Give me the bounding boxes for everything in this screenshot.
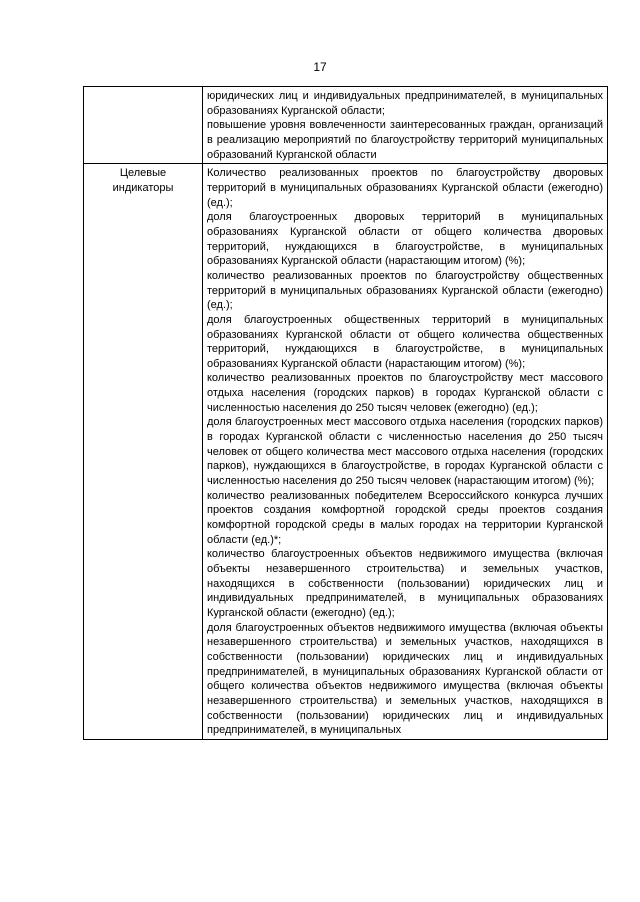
row-label-target-indicators: Целевые индикаторы xyxy=(84,164,203,740)
content-paragraph: повышение уровня вовлеченности заинтересованных граждан, организаций в реализацию мероприятий по благоустройству территорий муниципальных образований Курганской области xyxy=(207,119,603,161)
indicator-paragraph: доля благоустроенных общественных территорий в муниципальных образованиях Курганской области от общего количества общественных территорий, нуждающихся в благоустройстве, в муниципальных образованиях Курганской области (нарастающим итогом) (%); xyxy=(207,313,603,370)
row-content-continuation xyxy=(203,87,608,164)
page-number: 17 xyxy=(313,60,327,74)
indicator-paragraph: доля благоустроенных дворовых территорий в муниципальных образованиях Курганской области от общего количества дворовых территорий, нуждающихся в благоустройстве, в муниципальных образованиях Курганской области (нарастающим итогом) (%); xyxy=(207,211,603,268)
indicator-paragraph: Количество реализованных проектов по благоустройству дворовых территорий в муниципальных образованиях Курганской области (ежегодно) (ед.); xyxy=(207,167,603,209)
indicator-paragraph: количество реализованных победителем Всероссийского конкурса лучших проектов создания комфортной городской среды проектов создания комфортной городской среды в малых городах на территории Курганской области (ед.)*; xyxy=(207,489,603,546)
indicator-paragraph: доля благоустроенных мест массового отдыха населения (городских парков) в городах Курганской области с численностью населения до 250 тысяч человек от общего количества мест массового отдыха населения (городских парков), нуждающихся в благоустройстве, в городах Курганской области с численностью населения до 250 тысяч человек (нарастающим итогом) (%); xyxy=(207,416,603,488)
indicator-paragraph: количество реализованных проектов по благоустройству общественных территорий в муниципальных образованиях Курганской области (ежегодно) (ед.); xyxy=(207,269,603,312)
content-paragraph: юридических лиц и индивидуальных предпринимателей, в муниципальных образованиях Курганской области; xyxy=(207,90,603,117)
row-label-empty xyxy=(84,87,203,164)
indicator-paragraph: доля благоустроенных объектов недвижимого имущества (включая объекты незавершенного строительства) и земельных участков, находящихся в собственности (пользовании) юридических лиц и индивидуальных предпринимателей, в муниципальных образованиях Курганской области от общего количества объектов недвижимого имущества (включая объекты незавершенного строительства) и земельных участков, находящихся в собственности (пользовании) юридических лиц и индивидуальных предпринимателей, в муниципальных xyxy=(207,621,603,737)
indicator-paragraph: количество реализованных проектов по благоустройству мест массового отдыха населения (городских парков) в городах Курганской области с численностью населения до 250 тысяч человек (ежегодно) (ед.); xyxy=(207,372,603,414)
table-row-continuation xyxy=(84,87,608,164)
indicator-paragraph: количество благоустроенных объектов недвижимого имущества (включая объекты незавершенного строительства) и земельных участков, находящихся в собственности (пользовании) юридических лиц и индивидуальных предпринимателей, в муниципальных образованиях Курганской области (ежегодно) (ед.); xyxy=(207,548,603,619)
program-passport-table xyxy=(83,86,608,740)
row-content-target-indicators xyxy=(203,164,608,740)
table-row-target-indicators xyxy=(84,164,608,740)
